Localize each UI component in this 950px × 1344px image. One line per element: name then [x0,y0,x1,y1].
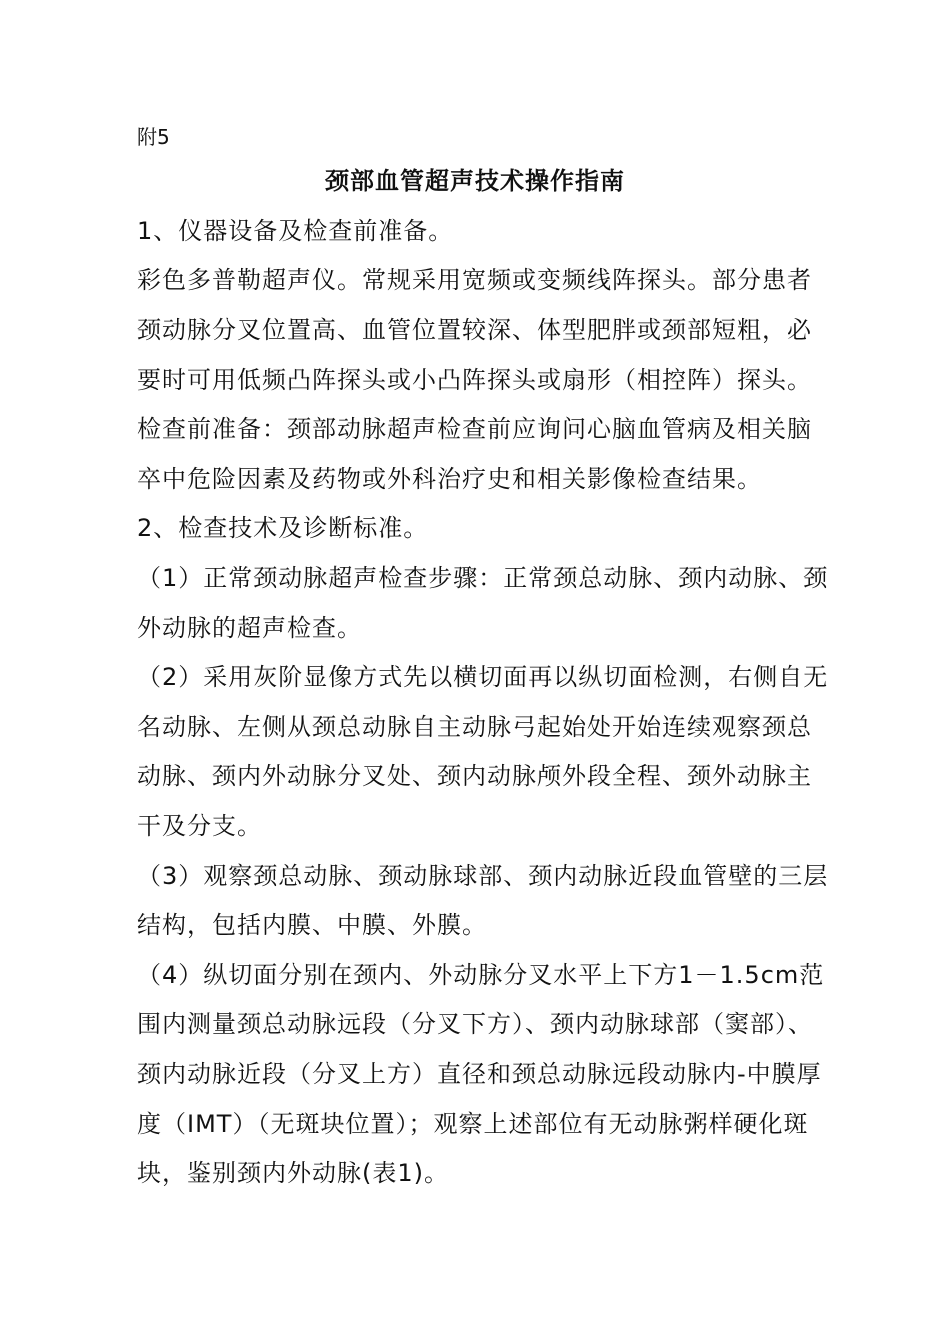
step-3-line: 结构，包括内膜、中膜、外膜。 [137,911,487,939]
step-1-line: 外动脉的超声检查。 [137,614,362,642]
section-2-heading: 2、检查技术及诊断标准。 [137,514,429,542]
section-1-line: 检查前准备：颈部动脉超声检查前应询问心脑血管病及相关脑 [137,415,812,443]
step-1-line: （1）正常颈动脉超声检查步骤：正常颈总动脉、颈内动脉、颈 [137,564,829,592]
step-4-line: 块，鉴别颈内外动脉(表1)。 [137,1159,449,1187]
step-4-line: 颈内动脉近段（分叉上方）直径和颈总动脉远段动脉内-中膜厚 [137,1060,822,1088]
step-2-line: 名动脉、左侧从颈总动脉自主动脉弓起始处开始连续观察颈总 [137,713,812,741]
section-1-line: 要时可用低频凸阵探头或小凸阵探头或扇形（相控阵）探头。 [137,366,812,394]
step-2-line: 干及分支。 [137,812,262,840]
step-4-line: 度（IMT）（无斑块位置）；观察上述部位有无动脉粥样硬化斑 [137,1110,809,1138]
section-1-line: 卒中危险因素及药物或外科治疗史和相关影像检查结果。 [137,465,762,493]
section-1-line: 彩色多普勒超声仪。常规采用宽频或变频线阵探头。部分患者 [137,266,812,294]
step-4-line: （4）纵切面分别在颈内、外动脉分叉水平上下方1－1.5cm范 [137,961,825,989]
step-2-line: 动脉、颈内外动脉分叉处、颈内动脉颅外段全程、颈外动脉主 [137,762,812,790]
document-title: 颈部血管超声技术操作指南 [325,167,625,195]
section-1-heading: 1、仪器设备及检查前准备。 [137,217,454,245]
step-3-line: （3）观察颈总动脉、颈动脉球部、颈内动脉近段血管壁的三层 [137,862,829,890]
annex-label: 附5 [137,125,170,149]
step-2-line: （2）采用灰阶显像方式先以横切面再以纵切面检测，右侧自无 [137,663,829,691]
step-4-line: 围内测量颈总动脉远段（分叉下方）、颈内动脉球部（窦部）、 [137,1010,813,1038]
section-1-line: 颈动脉分叉位置高、血管位置较深、体型肥胖或颈部短粗，必 [137,316,812,344]
